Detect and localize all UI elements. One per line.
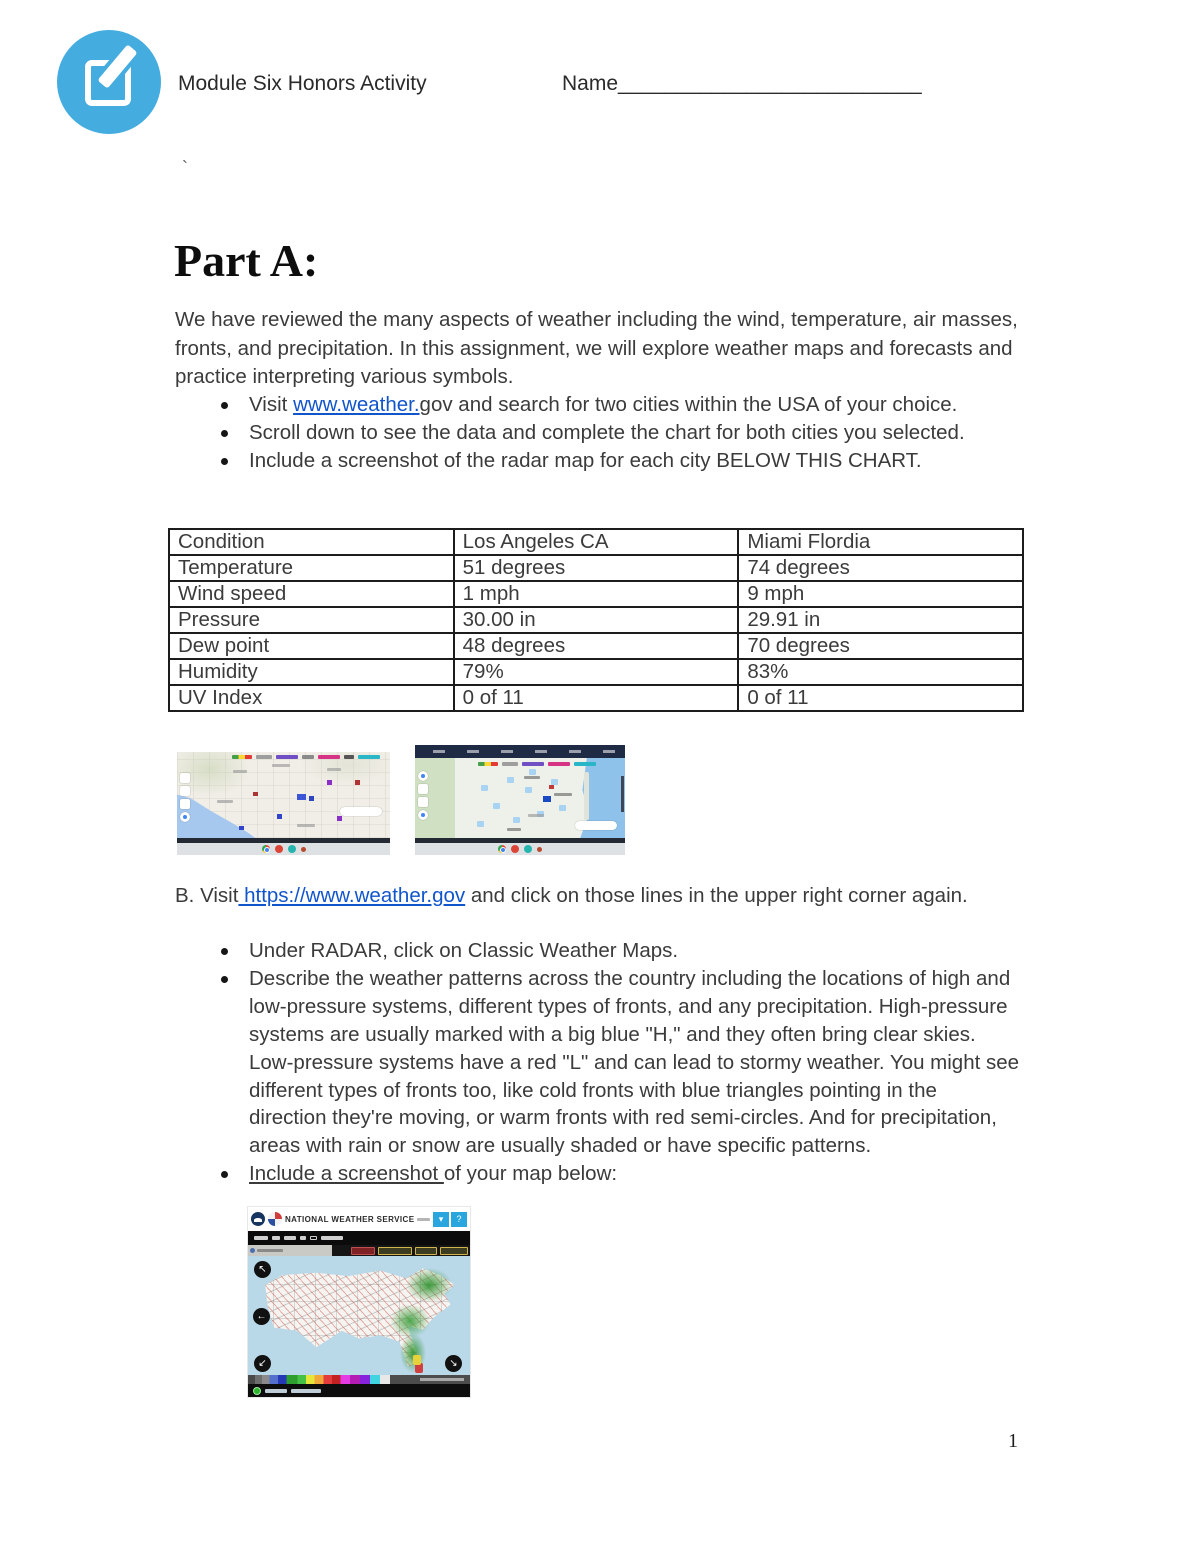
search-icon xyxy=(310,1236,317,1240)
part-a-heading: Part A: xyxy=(174,235,319,286)
forecast-button xyxy=(378,1247,412,1255)
active-tab xyxy=(248,1245,332,1256)
cell: 51 degrees xyxy=(454,555,739,581)
table-row xyxy=(169,581,1023,607)
table-row xyxy=(169,633,1023,659)
app-icon xyxy=(288,845,296,853)
browser-icon xyxy=(275,845,283,853)
bullet-text: gov and search for two cities within the USA of your choice. xyxy=(419,393,958,416)
stray-backtick-mark: ` xyxy=(182,158,188,178)
cell: 48 degrees xyxy=(454,633,739,659)
map-attribution-pill xyxy=(575,821,617,830)
cell: Dew point xyxy=(169,633,454,659)
name-blank-line xyxy=(562,72,922,96)
nws-site-header xyxy=(248,1207,470,1231)
document-title: Module Six Honors Activity xyxy=(178,72,427,95)
cell: 70 degrees xyxy=(738,633,1023,659)
cell: Humidity xyxy=(169,659,454,685)
part-b-intro-paragraph xyxy=(175,882,1033,911)
nws-tab-bar xyxy=(248,1245,470,1256)
part-a-intro-paragraph: We have reviewed the many aspects of weather including the wind, temperature, air masses, fronts, and precipitation. In this assignment, we will explore weather maps and forecasts and practice interpreting various symbols. xyxy=(175,308,1018,389)
map-zoom-controls xyxy=(418,771,428,820)
edit-pencil-logo-icon xyxy=(57,30,161,134)
part-b-bullet-list xyxy=(218,937,1020,1188)
name-underscores: __________________________ xyxy=(618,72,922,95)
radar-intensity-scale xyxy=(248,1375,470,1384)
chrome-icon xyxy=(498,845,506,853)
cell: 79% xyxy=(454,659,739,685)
cell: 30.00 in xyxy=(454,607,739,633)
mode-button xyxy=(440,1247,468,1255)
nws-toolbar xyxy=(248,1231,470,1245)
bullet-text: Visit xyxy=(249,393,294,416)
weather-gov-link-b[interactable]: https://www.weather.gov xyxy=(238,884,466,907)
cell: 0 of 11 xyxy=(454,685,739,711)
scale-caption-bar xyxy=(390,1375,470,1384)
bullet-describe-patterns: Describe the weather patterns across the country including the locations of high and low-pressure systems, different types of fronts, and any precipitation. High-pressure systems are usually marked with a big blue "H," and they often bring clear skies. Low-pressure systems have a red "L" and can lead to stormy weather. You might see different types of fronts too, like cold fronts with blue triangles pointing in the direction they're moving, or warm fronts with red semi-circles. And for precipitation, areas with rain or snow are usually shaded or have specific patterns. xyxy=(218,965,1020,1160)
miami-radar-map-screenshot xyxy=(415,745,625,855)
miami-map-area xyxy=(415,758,625,838)
table-header-row xyxy=(169,529,1023,555)
taskbar xyxy=(177,843,390,855)
cell: 1 mph xyxy=(454,581,739,607)
scrollbar xyxy=(621,776,624,812)
miami-marker xyxy=(543,796,551,802)
bullet-text: of your map below: xyxy=(443,1162,618,1186)
bullet-visit-weather-gov xyxy=(218,391,1018,419)
cell: 0 of 11 xyxy=(738,685,1023,711)
map-zoom-controls xyxy=(180,773,190,822)
bullet-under-radar: Under RADAR, click on Classic Weather Maps. xyxy=(218,937,1020,965)
header-condition: Condition xyxy=(169,529,454,555)
browser-title-bar xyxy=(415,745,625,758)
bullet-include-radar-screenshot: Include a screenshot of the radar map for each city BELOW THIS CHART. xyxy=(218,447,1018,475)
part-a-bullet-list xyxy=(218,391,1018,475)
table-row xyxy=(169,555,1023,581)
cell: UV Index xyxy=(169,685,454,711)
app-icon xyxy=(524,845,532,853)
cell: Temperature xyxy=(169,555,454,581)
severe-button xyxy=(351,1247,375,1255)
cell: 29.91 in xyxy=(738,607,1023,633)
b-intro-text: and click on those lines in the upper right corner again. xyxy=(465,884,968,907)
page-number: 1 xyxy=(1008,1430,1018,1452)
us-radar-map xyxy=(248,1256,470,1375)
radar-marker xyxy=(297,794,306,800)
small-app-icon xyxy=(537,847,542,852)
cell: 74 degrees xyxy=(738,555,1023,581)
precip-blob-northeast xyxy=(406,1268,452,1302)
cell: 83% xyxy=(738,659,1023,685)
nws-logo-icon xyxy=(268,1212,282,1226)
taskbar xyxy=(415,843,625,855)
la-radar-map-screenshot xyxy=(177,752,390,855)
radar-legend-strip xyxy=(478,762,596,766)
chrome-icon xyxy=(262,845,270,853)
bullet-include-map-screenshot xyxy=(218,1160,1020,1188)
header-los-angeles: Los Angeles CA xyxy=(454,529,739,555)
cell: Wind speed xyxy=(169,581,454,607)
nws-subtext-bar xyxy=(417,1218,430,1221)
bullet-scroll-down: Scroll down to see the data and complete the chart for both cities you selected. xyxy=(218,419,1018,447)
miami-beach-island xyxy=(584,772,589,820)
radar-status-bar xyxy=(248,1384,470,1397)
help-button: ? xyxy=(451,1212,467,1227)
pan-southwest-button: ↙ xyxy=(254,1355,271,1372)
la-map-area xyxy=(177,752,390,838)
weather-comparison-table xyxy=(168,528,1024,712)
status-green-icon xyxy=(253,1387,261,1395)
dropdown-button: ▾ xyxy=(433,1212,449,1227)
nws-brand-text: NATIONAL WEATHER SERVICE xyxy=(285,1214,415,1224)
pacific-ocean-area xyxy=(177,791,275,838)
nws-weather-map-screenshot xyxy=(248,1207,470,1397)
header-miami: Miami Flordia xyxy=(738,529,1023,555)
table-row xyxy=(169,659,1023,685)
table-row xyxy=(169,607,1023,633)
pan-west-button: ← xyxy=(253,1308,270,1325)
precip-blob-florida xyxy=(400,1333,426,1373)
name-label: Name xyxy=(562,72,619,95)
small-app-icon xyxy=(301,847,306,852)
table-row xyxy=(169,685,1023,711)
pan-northwest-button: ↖ xyxy=(254,1261,271,1278)
radar-patches xyxy=(507,777,514,783)
cell: 9 mph xyxy=(738,581,1023,607)
b-intro-text: B. Visit xyxy=(175,884,239,907)
map-attribution-pill xyxy=(340,807,382,816)
heavy-precip-florida xyxy=(413,1355,421,1365)
color-scale-gradient xyxy=(248,1375,390,1384)
underlined-text: Include a screenshot xyxy=(249,1162,444,1186)
radar-legend-strip xyxy=(232,755,380,759)
cell: Pressure xyxy=(169,607,454,633)
map-button xyxy=(415,1247,437,1255)
noaa-logo-icon xyxy=(251,1212,265,1226)
weather-gov-link[interactable]: www.weather. xyxy=(293,393,420,416)
pan-southeast-button: ↘ xyxy=(445,1355,462,1372)
browser-icon xyxy=(511,845,519,853)
